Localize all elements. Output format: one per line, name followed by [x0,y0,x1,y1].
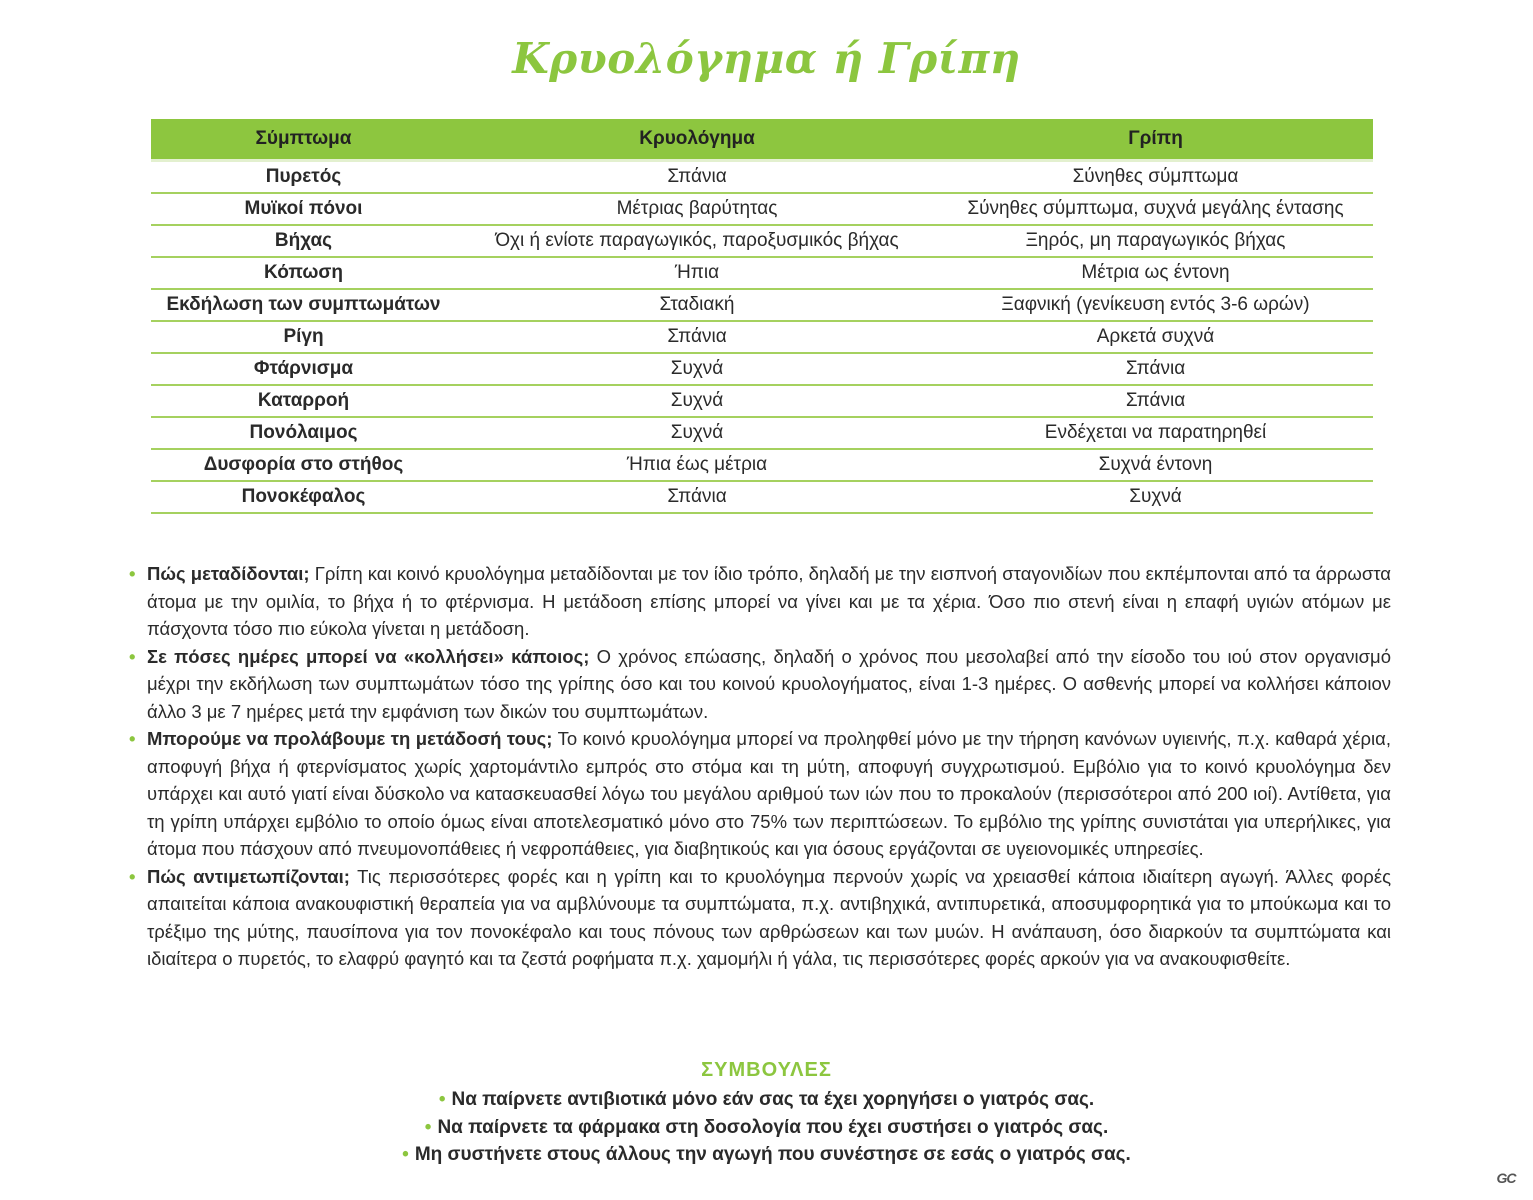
bullet-icon: • [424,1116,432,1138]
symptom-cell: Κόπωση [151,257,456,289]
flu-cell: Σπάνια [938,385,1373,417]
faq-answer: Ο χρόνος επώασης, δηλαδή ο χρόνος που μεσολαβεί από την είσοδο του ιού στον οργανισμό μέχρι την εκδήλωση των συμπτωμάτων τόσο της γρίπης όσο και του κοινού κρυολογήματος, είναι 1-3 ημέρες. Ο ασθενής μπορεί να κολλήσει κάποιον άλλο 3 με 7 ημέρες μετά την εμφάνιση των δικών του συμπτωμάτων. [147,645,1391,722]
advice-item [0,1141,1533,1169]
cold-cell: Συχνά [456,417,938,449]
faq-answer: Το κοινό κρυολόγημα μπορεί να προληφθεί μόνο με την τήρηση κανόνων υγιεινής, π.χ. καθαρά χέρια, αποφυγή βήχα ή φτερνίσματος χωρίς χαρτομάντιλο εμπρός στο στόμα και τη μύτη, αποφυγή συγχρωτισμού. Εμβόλιο για το κοινό κρυολόγημα δεν υπάρχει και αυτό γιατί είναι δύσκολο να κατασκευασθεί λόγω του μεγάλου αριθμού των ιών που το προκαλούν (περισσότεροι από 200 ιοί). Αντίθετα, για τη γρίπη υπάρχει εμβόλιο το οποίο όμως είναι αποτελεσματικό μόνο στο 75% των περιπτώσεων. Το εμβόλιο της γρίπης συνιστάται για υπερήλικες, για άτομα που πάσχουν από πνευμονοπάθειες ή νεφροπάθειες, για διαβητικούς και για όσους εργάζονται σε υγειονομικές υπηρεσίες. [147,728,1391,859]
table-row [151,193,1373,225]
cold-cell: Συχνά [456,385,938,417]
symptom-cell: Μυϊκοί πόνοι [151,193,456,225]
faq-paragraph-treatment [127,863,1391,973]
faq-paragraph-incubation [127,643,1391,726]
symptom-cell: Βήχας [151,225,456,257]
flu-cell: Σπάνια [938,353,1373,385]
cold-cell: Σταδιακή [456,289,938,321]
faq-body [127,560,1391,973]
faq-answer: Τις περισσότερες φορές και η γρίπη και το κρυολόγημα περνούν χωρίς να χρειασθεί κάποια ιδιαίτερη αγωγή. Άλλες φορές απαιτείται κάποια ανακουφιστική θεραπεία για να αμβλύνουμε τα συμπτώματα, π.χ. αντιβηχικά, αντιπυρετικά, αποσυμφορητικά για το μπούκωμα και το τρέξιμο της μύτης, παυσίπονα για τον πονοκέφαλο και τους πόνους των αρθρώσεων και των μυών. Η ανάπαυση, όσο διαρκούν τα συμπτώματα και ιδιαίτερα ο πυρετός, το ελαφρύ φαγητό και τα ζεστά ροφήματα π.χ. χαμομήλι ή γάλα, τις περισσότερες φορές αρκούν για να ανακουφισθείτε. [147,865,1391,969]
header-symptom: Σύμπτωμα [151,119,456,161]
symptom-cell: Πονόλαιμος [151,417,456,449]
symptom-cell: Πονοκέφαλος [151,481,456,513]
flu-cell: Συχνά [938,481,1373,513]
table-row [151,289,1373,321]
header-flu: Γρίπη [938,119,1373,161]
cold-cell: Ήπια [456,257,938,289]
bullet-icon: • [402,1144,409,1165]
table-row [151,353,1373,385]
flu-cell: Αρκετά συχνά [938,321,1373,353]
cold-cell: Μέτριας βαρύτητας [456,193,938,225]
table-row [151,449,1373,481]
advice-section [0,1059,1533,1169]
cold-cell: Ήπια έως μέτρια [456,449,938,481]
symptom-cell: Εκδήλωση των συμπτωμάτων [151,289,456,321]
cold-cell: Σπάνια [456,481,938,513]
bullet-icon: • [129,645,136,667]
cold-cell: Σπάνια [456,161,938,194]
symptom-cell: Ρίγη [151,321,456,353]
bullet-icon: • [129,563,136,584]
table-row [151,161,1373,194]
advice-item-text: Να παίρνετε τα φάρμακα στη δοσολογία που έχει συστήσει ο γιατρός σας. [437,1116,1109,1138]
bullet-icon: • [438,1089,446,1110]
flu-cell: Συχνά έντονη [938,449,1373,481]
table-row [151,321,1373,353]
symptoms-table [151,119,1373,514]
cold-cell: Όχι ή ενίοτε παραγωγικός, παροξυσμικός βήχας [456,225,938,257]
flu-cell: Ξαφνική (γενίκευση εντός 3-6 ωρών) [938,289,1373,321]
table-header-row [151,119,1373,161]
advice-heading: ΣΥΜΒΟΥΛΕΣ [701,1059,832,1081]
flu-cell: Σύνηθες σύμπτωμα [938,161,1373,194]
header-cold: Κρυολόγημα [456,119,938,161]
symptoms-table-container [151,119,1373,514]
bullet-icon: • [129,865,136,887]
symptom-cell: Δυσφορία στο στήθος [151,449,456,481]
symptom-cell: Φτάρνισμα [151,353,456,385]
symptom-cell: Πυρετός [151,161,456,194]
faq-answer: Γρίπη και κοινό κρυολόγημα μεταδίδονται με τον ίδιο τρόπο, δηλαδή με την εισπνοή σταγονιδίων που εκπέμπονται από τα άρρωστα άτομα με την ομιλία, το βήχα ή το φτέρνισμα. Η μετάδοση επίσης μπορεί να γίνει και με τα χέρια. Όσο πιο στενή είναι η επαφή υγιών ατόμων με πάσχοντα τόσο πιο εύκολα γίνεται η μετάδοση. [147,563,1392,639]
advice-item-text: Να παίρνετε αντιβιοτικά μόνο εάν σας τα έχει χορηγήσει ο γιατρός σας. [451,1089,1095,1110]
faq-question: Πώς μεταδίδονται; [147,563,310,584]
symptom-cell: Καταρροή [151,385,456,417]
table-row [151,385,1373,417]
page-title: Κρυολόγημα ή Γρίπη [512,34,1021,83]
faq-paragraph-transmission [127,560,1391,643]
faq-paragraph-prevention [127,725,1391,863]
table-row [151,417,1373,449]
advice-item [0,1114,1533,1142]
advice-item-text: Μη συστήνετε στους άλλους την αγωγή που συνέστησε σε εσάς ο γιατρός σας. [414,1144,1131,1165]
cold-cell: Σπάνια [456,321,938,353]
advice-item [0,1086,1533,1114]
flu-cell: Ενδέχεται να παρατηρηθεί [938,417,1373,449]
table-row [151,225,1373,257]
flu-cell: Μέτρια ως έντονη [938,257,1373,289]
table-row [151,257,1373,289]
corner-logo: GC [1496,1170,1516,1186]
bullet-icon: • [129,728,136,749]
faq-question: Μπορούμε να προλάβουμε τη μετάδοσή τους; [147,728,553,749]
flu-cell: Ξηρός, μη παραγωγικός βήχας [938,225,1373,257]
flu-cell: Σύνηθες σύμπτωμα, συχνά μεγάλης έντασης [938,193,1373,225]
table-row [151,481,1373,513]
faq-question: Σε πόσες ημέρες μπορεί να «κολλήσει» κάποιος; [147,645,590,667]
faq-question: Πώς αντιμετωπίζονται; [147,865,350,887]
cold-cell: Συχνά [456,353,938,385]
